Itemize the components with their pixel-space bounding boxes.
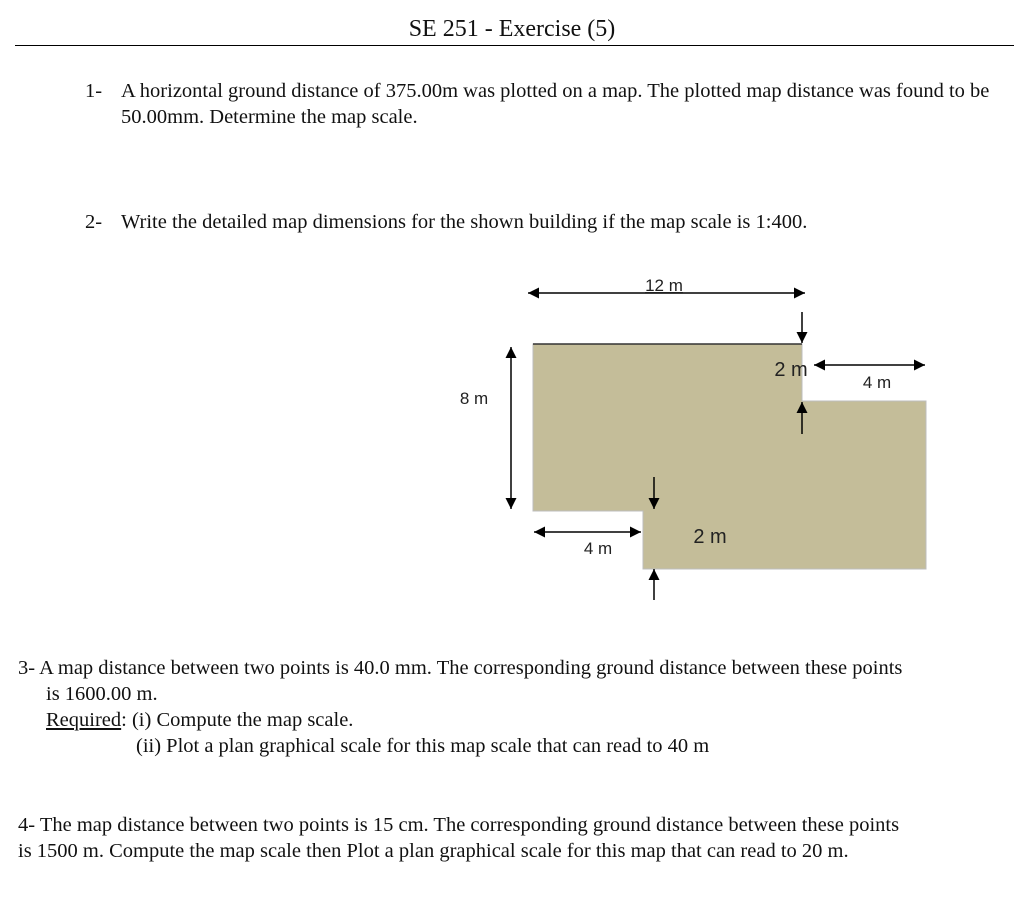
question-3-line-1: 3- A map distance between two points is 40.0 mm. The corresponding ground distance between these points	[18, 657, 903, 679]
required-text: : (i) Compute the map scale.	[121, 709, 354, 731]
question-3-part-ii: (ii) Plot a plan graphical scale for this map scale that can read to 40 m	[136, 735, 710, 757]
question-3-required	[46, 707, 353, 733]
bottom-step-label: 4 m	[583, 539, 613, 558]
question-1-text: A horizontal ground distance of 375.00m was plotted on a map. The plotted map distance was found to be 50.00mm. Determine the map scale.	[121, 80, 990, 128]
question-2-text: Write the detailed map dimensions for the shown building if the map scale is 1:400.	[121, 211, 808, 233]
page-title: SE 251 - Exercise (5)	[408, 16, 616, 42]
question-1-number: 1-	[85, 80, 103, 102]
bottom-notch-label: 2 m	[693, 526, 727, 548]
top-notch-label: 2 m	[774, 359, 808, 381]
question-3-line-2: is 1600.00 m.	[46, 683, 158, 705]
question-4-line-2: is 1500 m. Compute the map scale then Plot a plan graphical scale for this map that can read to 20 m.	[18, 840, 849, 862]
top-width-label: 12 m	[645, 276, 683, 295]
question-2-number: 2-	[85, 211, 103, 233]
right-step-label: 4 m	[862, 373, 892, 392]
required-label: Required	[46, 709, 122, 731]
left-height-label: 8 m	[459, 389, 489, 408]
question-4-line-1: 4- The map distance between two points is 15 cm. The corresponding ground distance between these points	[18, 814, 900, 836]
